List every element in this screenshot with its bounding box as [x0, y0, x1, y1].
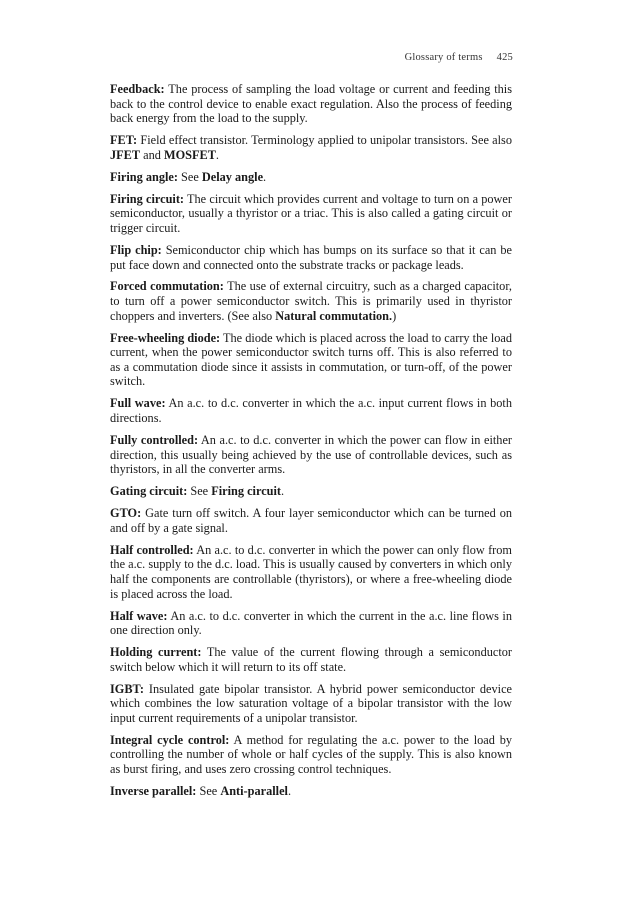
glossary-definition: An a.c. to d.c. converter in which the current in the a.c. line flows in one direction only. — [110, 608, 512, 638]
glossary-definition: An a.c. to d.c. converter in which the power can flow in either direction, this usually being achieved by the use of controllable devices, such as thyristors, in all the converter arms. — [110, 433, 512, 477]
glossary-entry-integral-cycle-control — [110, 733, 512, 777]
running-header — [405, 52, 513, 63]
page-number: 425 — [496, 52, 513, 63]
glossary-definition: The use of external circuitry, such as a charged capacitor, to turn off a power semiconductor switch. This is primarily used in thyristor choppers and inverters. (See also — [110, 279, 512, 323]
glossary-term: Integral cycle control: — [110, 732, 230, 747]
glossary-term: Feedback: — [110, 82, 165, 96]
cross-reference: Firing circuit — [211, 484, 282, 499]
cross-reference: Delay angle — [201, 169, 264, 184]
cross-reference: Anti-parallel — [220, 784, 288, 798]
glossary-definition: An a.c. to d.c. converter in which the a.c. input current flows in both directions. — [110, 396, 512, 426]
definition-tail: ) — [392, 308, 397, 323]
glossary-definition: See — [177, 169, 202, 184]
glossary-term: Firing circuit: — [110, 191, 185, 206]
glossary-entry-firing-angle — [110, 170, 512, 185]
glossary-entry-feedback — [110, 82, 512, 126]
definition-tail: . — [281, 484, 285, 499]
ref-join: and — [140, 147, 164, 162]
glossary-entry-full-wave — [110, 396, 512, 425]
glossary-entry-holding-current — [110, 645, 512, 674]
definition-tail: . — [263, 169, 267, 184]
glossary-term: GTO: — [110, 506, 142, 521]
glossary-term: Holding current: — [110, 645, 202, 660]
glossary-entry-fully-controlled — [110, 433, 512, 477]
glossary-term: Half wave: — [110, 608, 168, 623]
glossary-definition: See — [196, 784, 221, 798]
glossary-term: Full wave: — [110, 396, 166, 411]
glossary-entry-gating-circuit — [110, 484, 512, 499]
glossary-term: Half controlled: — [110, 542, 194, 557]
glossary-term: Firing angle: — [110, 169, 178, 184]
glossary-term: Flip chip: — [110, 242, 162, 257]
glossary-entry-firing-circuit — [110, 192, 512, 236]
glossary-term: Forced commutation: — [110, 279, 224, 294]
glossary-list — [110, 82, 512, 806]
glossary-term: Fully controlled: — [110, 433, 199, 447]
glossary-entry-gto — [110, 506, 512, 535]
glossary-definition: The value of the current flowing through a semiconductor switch below which it will return to its off state. — [110, 645, 512, 674]
glossary-entry-inverse-parallel — [110, 784, 512, 799]
glossary-entry-fet — [110, 133, 512, 162]
glossary-entry-half-controlled — [110, 543, 512, 601]
cross-reference: MOSFET — [163, 147, 216, 162]
definition-tail: . — [215, 147, 219, 162]
cross-reference: Natural commutation. — [275, 308, 393, 323]
glossary-term: FET: — [110, 133, 138, 148]
glossary-term: Gating circuit: — [110, 484, 188, 499]
glossary-definition: A method for regulating the a.c. power to the load by controlling the number of whole or half cycles of the supply. This is also known as burst firing, and uses zero crossing control techniques. — [110, 732, 512, 777]
glossary-entry-half-wave — [110, 609, 512, 638]
glossary-entry-forced-commutation — [110, 279, 512, 323]
glossary-definition: Field effect transistor. Terminology applied to unipolar transistors. See also — [137, 133, 512, 148]
glossary-definition: Semiconductor chip which has bumps on its surface so that it can be put face down and connected onto the substrate tracks or package leads. — [110, 242, 512, 272]
glossary-entry-igbt — [110, 682, 512, 726]
definition-tail: . — [287, 784, 292, 798]
running-title: Glossary of terms — [404, 52, 483, 63]
glossary-definition: Gate turn off switch. A four layer semiconductor which can be turned on and off by a gate signal. — [110, 506, 512, 535]
glossary-definition: See — [187, 484, 212, 499]
glossary-term: Free-wheeling diode: — [110, 330, 221, 345]
glossary-definition: The diode which is placed across the load to carry the load current, when the power semiconductor switch turns off. This is also referred to as a commutation diode since it assists in commutation, or turn-off, of the power switch. — [110, 330, 512, 389]
glossary-entry-free-wheeling-diode — [110, 331, 512, 389]
glossary-entry-flip-chip — [110, 243, 512, 272]
glossary-definition: The circuit which provides current and voltage to turn on a power semiconductor, usually a thyristor or a triac. This is also called a gating circuit or trigger circuit. — [110, 191, 512, 235]
glossary-term: Inverse parallel: — [110, 784, 197, 798]
glossary-definition: An a.c. to d.c. converter in which the power can only flow from the a.c. supply to the d.c. load. This is usually caused by converters in which only half the components are controllable (thyristors), or where a free-wheeling diode is placed across the load. — [110, 542, 512, 601]
glossary-definition: Insulated gate bipolar transistor. A hybrid power semiconductor device which combines the low saturation voltage of a bipolar transistor with the low input current requirements of a unipolar transistor. — [110, 681, 512, 725]
glossary-term: IGBT: — [110, 681, 144, 696]
glossary-definition: The process of sampling the load voltage or current and feeding this back to the control device to enable exact regulation. Also the process of feeding back energy from the load to the supply. — [110, 82, 512, 126]
cross-reference: JFET — [110, 147, 141, 162]
